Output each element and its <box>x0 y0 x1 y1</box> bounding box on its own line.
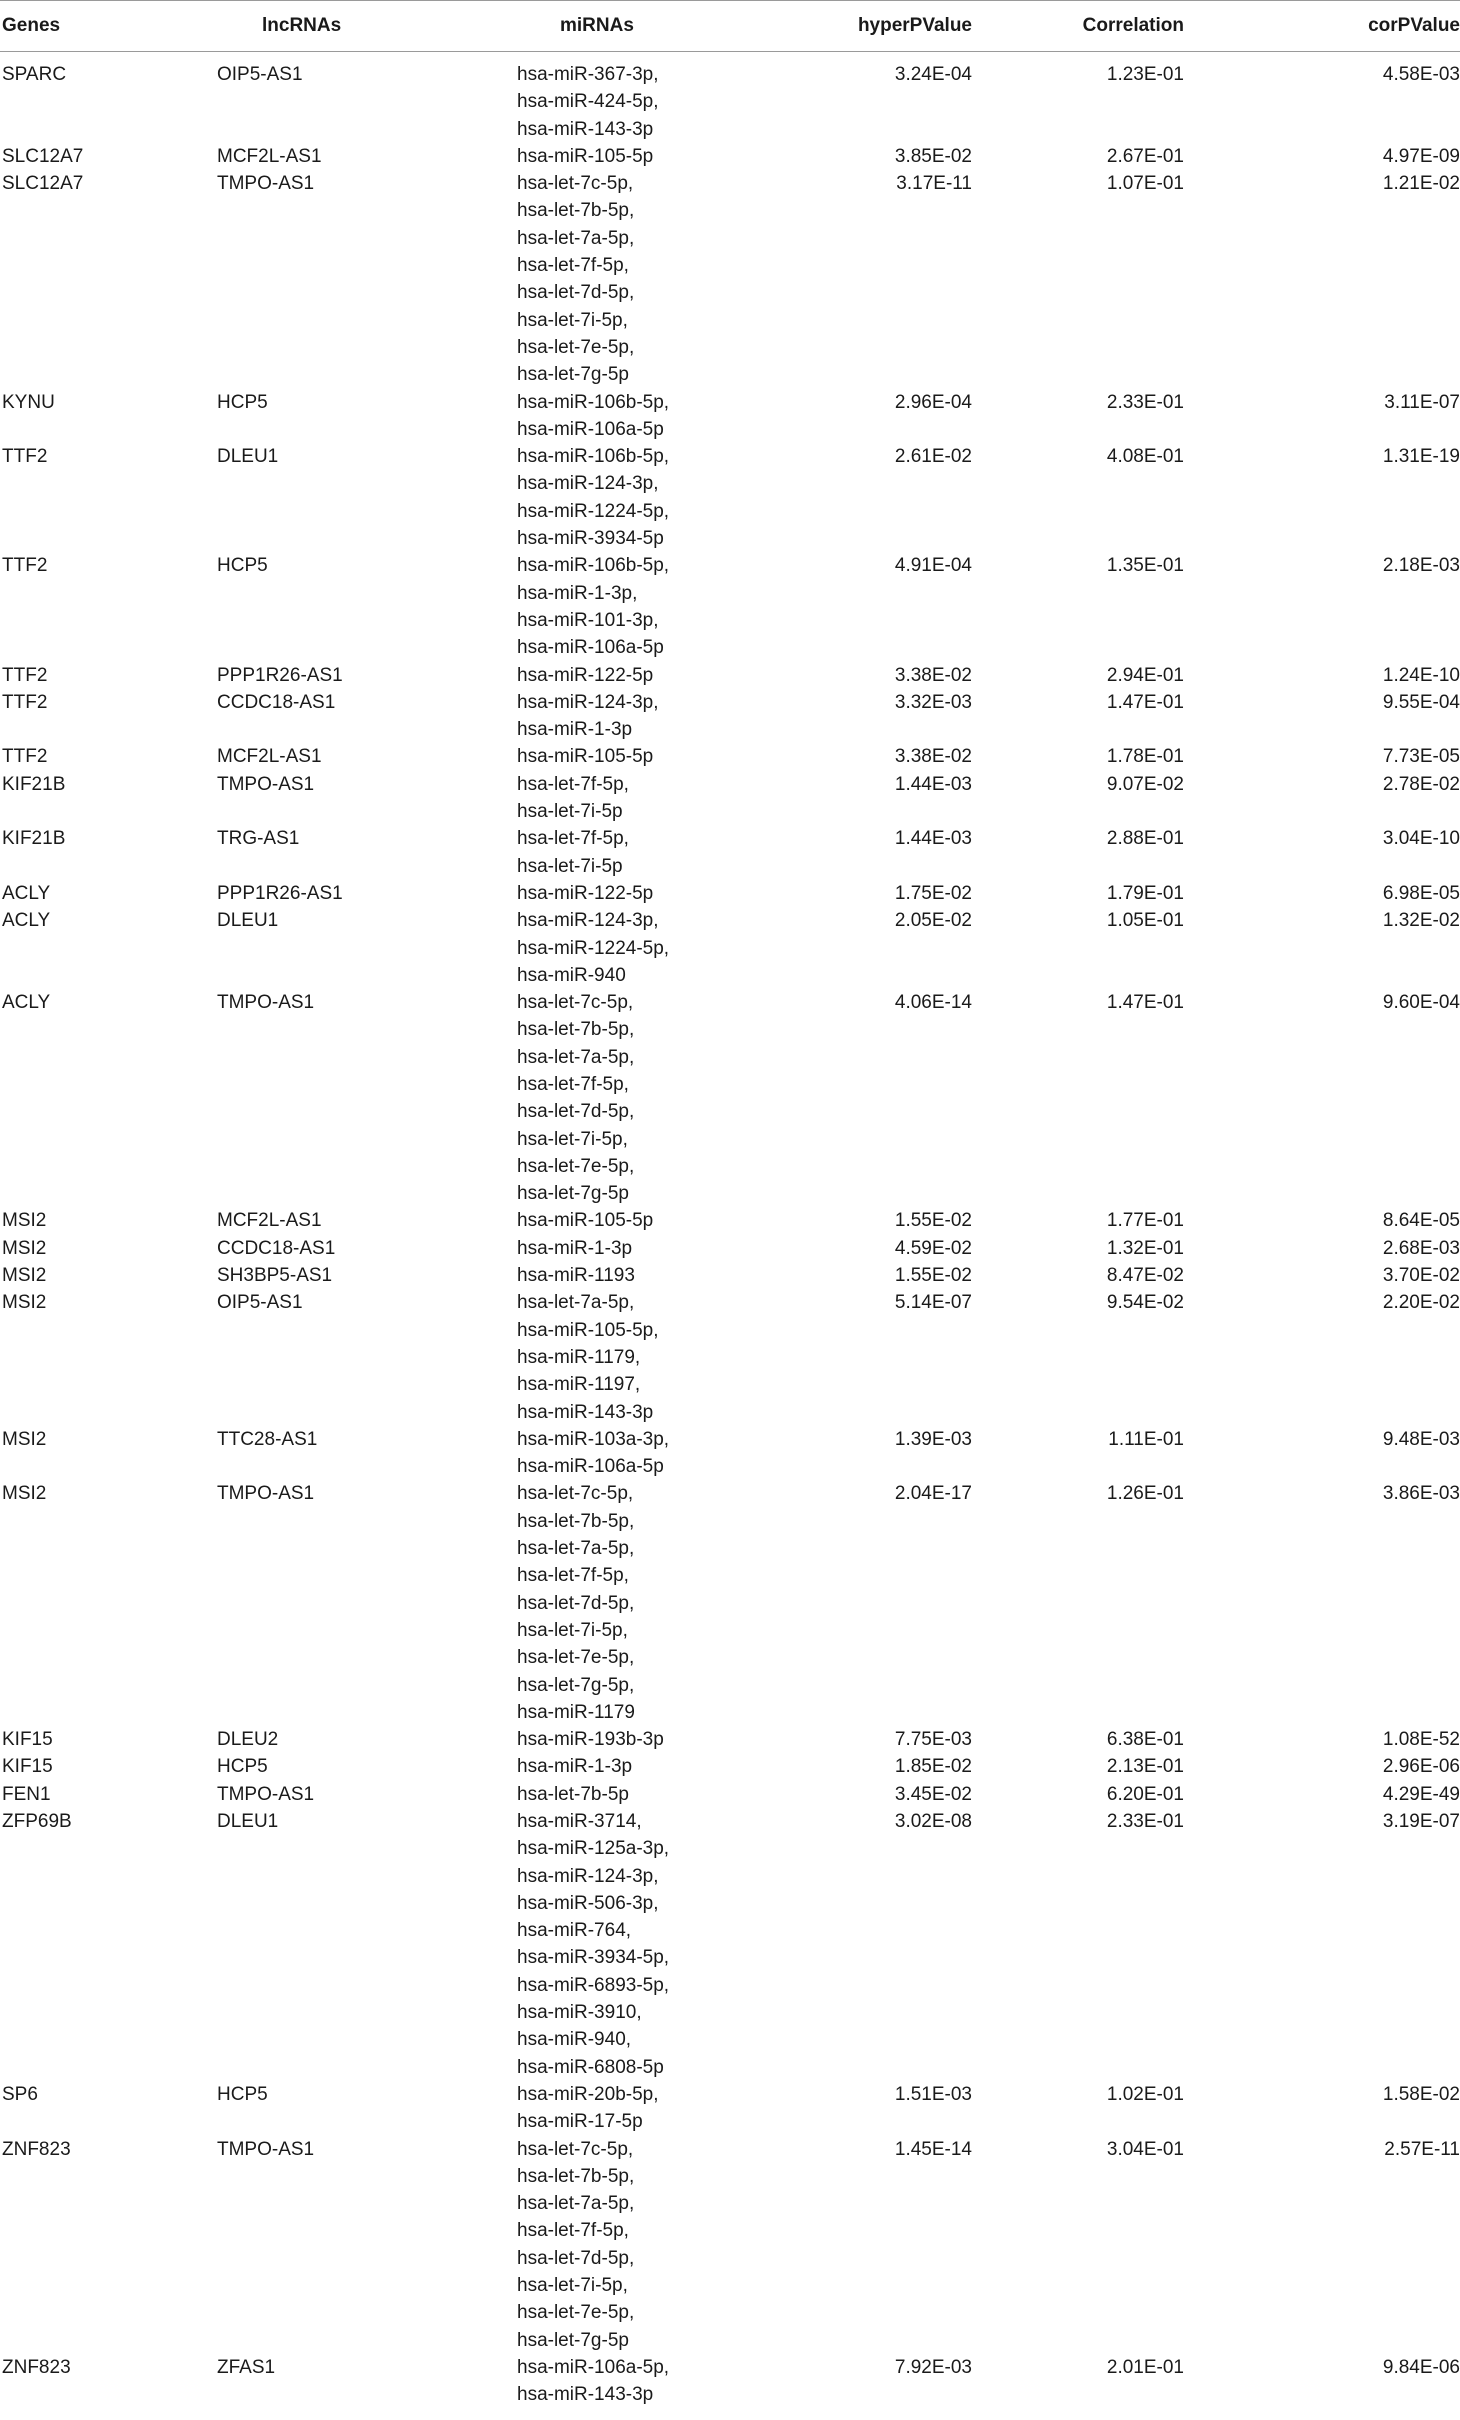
cell-mirnas <box>517 1235 797 1262</box>
cell-lncrna: TMPO-AS1 <box>217 773 315 795</box>
cell-gene: MSI2 <box>2 1483 47 1505</box>
mirna-item: hsa-miR-106a-5p <box>517 418 664 440</box>
cell-mirnas <box>517 443 797 552</box>
mirna-item: hsa-miR-1179, <box>517 1346 641 1368</box>
cell-correlation: 2.01E-01 <box>1106 2356 1184 2378</box>
cell-lncrna: ZFAS1 <box>217 2356 276 2378</box>
mirna-item: hsa-let-7c-5p, <box>517 173 634 195</box>
cell-gene: MSI2 <box>2 1292 47 1314</box>
cell-gene: MSI2 <box>2 1237 47 1259</box>
mirna-item: hsa-miR-367-3p, <box>517 64 659 85</box>
mirna-item: hsa-miR-764, <box>517 1920 632 1942</box>
cell-cor-pvalue: 3.86E-03 <box>1382 1483 1460 1505</box>
cell-correlation: 2.67E-01 <box>1106 145 1184 167</box>
cell-cor-pvalue: 1.21E-02 <box>1382 173 1460 195</box>
mirna-item: hsa-miR-124-3p, <box>517 910 659 932</box>
mirna-item: hsa-let-7f-5p, <box>517 255 629 277</box>
cell-correlation: 1.05E-01 <box>1106 910 1184 932</box>
mirna-item: hsa-let-7e-5p, <box>517 1155 635 1177</box>
cell-correlation: 9.54E-02 <box>1106 1292 1184 1314</box>
mirna-item: hsa-let-7i-5p, <box>517 2275 628 2297</box>
mirna-item: hsa-let-7a-5p, <box>517 1292 635 1314</box>
cell-lncrna: PPP1R26-AS1 <box>217 664 343 686</box>
cell-cor-pvalue: 7.73E-05 <box>1382 746 1460 768</box>
mirna-item: hsa-let-7i-5p, <box>517 309 628 331</box>
cell-lncrna: TMPO-AS1 <box>217 2138 315 2160</box>
cell-cor-pvalue: 1.24E-10 <box>1382 664 1460 686</box>
mirna-item: hsa-miR-106b-5p, <box>517 446 670 468</box>
cell-gene: SLC12A7 <box>2 173 84 195</box>
table-row <box>0 52 1460 143</box>
cell-lncrna: MCF2L-AS1 <box>217 746 322 768</box>
table-row <box>0 1262 1460 1289</box>
cell-mirnas <box>517 771 797 826</box>
cell-correlation: 6.20E-01 <box>1106 1783 1184 1805</box>
mirna-item: hsa-miR-940 <box>517 964 626 986</box>
cell-hyper-pvalue: 3.24E-04 <box>894 64 972 85</box>
mirna-item: hsa-let-7a-5p, <box>517 1538 635 1560</box>
cell-gene: SPARC <box>2 64 67 85</box>
cell-mirnas <box>517 1262 797 1289</box>
cell-gene: KYNU <box>2 391 55 413</box>
cell-lncrna: TRG-AS1 <box>217 828 300 850</box>
cell-hyper-pvalue: 2.05E-02 <box>894 910 972 932</box>
mirna-item: hsa-let-7e-5p, <box>517 336 635 358</box>
mirna-item: hsa-miR-124-3p, <box>517 473 659 495</box>
cell-correlation: 1.79E-01 <box>1106 882 1184 904</box>
table-row <box>0 1726 1460 1753</box>
mirna-item: hsa-miR-103a-3p, <box>517 1428 670 1450</box>
cell-gene: ACLY <box>2 882 51 904</box>
header-mirnas: miRNAs <box>517 1 797 52</box>
cell-mirnas <box>517 1808 797 2081</box>
cell-correlation: 1.35E-01 <box>1106 555 1184 577</box>
cell-gene: TTF2 <box>2 555 48 577</box>
cell-hyper-pvalue: 3.38E-02 <box>894 664 972 686</box>
cell-hyper-pvalue: 1.75E-02 <box>894 882 972 904</box>
table-row <box>0 1781 1460 1808</box>
cell-hyper-pvalue: 4.06E-14 <box>894 992 972 1014</box>
cell-mirnas <box>517 662 797 689</box>
cell-mirnas <box>517 1726 797 1753</box>
mirna-item: hsa-miR-3934-5p <box>517 528 664 550</box>
cell-mirnas <box>517 1781 797 1808</box>
table-row <box>0 907 1460 989</box>
mirna-item: hsa-let-7i-5p <box>517 801 623 823</box>
cell-cor-pvalue: 3.04E-10 <box>1382 828 1460 850</box>
mirna-item: hsa-miR-424-5p, <box>517 91 659 113</box>
cell-hyper-pvalue: 1.44E-03 <box>894 828 972 850</box>
cell-correlation: 2.33E-01 <box>1106 391 1184 413</box>
mirna-item: hsa-miR-122-5p <box>517 664 654 686</box>
mirna-item: hsa-miR-17-5p <box>517 2111 643 2133</box>
cell-lncrna: OIP5-AS1 <box>217 1292 303 1314</box>
cell-lncrna: HCP5 <box>217 1756 268 1778</box>
cell-mirnas <box>517 1426 797 1481</box>
mirna-item: hsa-miR-106a-5p <box>517 637 664 659</box>
cell-correlation: 2.33E-01 <box>1106 1811 1184 1832</box>
mirna-item: hsa-let-7f-5p, <box>517 828 629 850</box>
cell-gene: SLC12A7 <box>2 145 84 167</box>
table-row <box>0 1289 1460 1425</box>
mirna-item: hsa-miR-3910, <box>517 2002 642 2024</box>
cell-cor-pvalue: 4.58E-03 <box>1382 64 1460 85</box>
cell-mirnas <box>517 552 797 661</box>
mirna-item: hsa-miR-506-3p, <box>517 1892 659 1914</box>
cell-gene: MSI2 <box>2 1428 47 1450</box>
cell-correlation: 6.38E-01 <box>1106 1729 1184 1751</box>
mirna-item: hsa-miR-143-3p <box>517 118 654 140</box>
table-body <box>0 52 1460 2409</box>
mirna-item: hsa-let-7i-5p, <box>517 1619 628 1641</box>
cell-lncrna: TMPO-AS1 <box>217 1483 315 1505</box>
mirna-item: hsa-let-7g-5p <box>517 1183 629 1205</box>
cell-cor-pvalue: 1.58E-02 <box>1382 2083 1460 2105</box>
header-correlation: Correlation <box>972 1 1254 52</box>
cell-hyper-pvalue: 1.39E-03 <box>894 1428 972 1450</box>
cell-cor-pvalue: 8.64E-05 <box>1382 1210 1460 1232</box>
mirna-item: hsa-miR-106a-5p <box>517 1456 664 1478</box>
cell-hyper-pvalue: 1.55E-02 <box>894 1265 972 1287</box>
cell-lncrna: DLEU1 <box>217 1811 279 1832</box>
mirna-item: hsa-miR-143-3p <box>517 2384 654 2406</box>
cell-hyper-pvalue: 3.17E-11 <box>896 173 972 195</box>
mirna-item: hsa-let-7b-5p, <box>517 2165 635 2187</box>
cell-mirnas <box>517 2136 797 2354</box>
table-row <box>0 771 1460 826</box>
mirna-item: hsa-miR-105-5p <box>517 746 654 768</box>
cell-mirnas <box>517 1753 797 1780</box>
header-cor-pvalue: corPValue <box>1254 1 1460 52</box>
table-row <box>0 389 1460 444</box>
mirna-item: hsa-miR-105-5p, <box>517 1319 659 1341</box>
table-row <box>0 880 1460 907</box>
cell-hyper-pvalue: 7.92E-03 <box>894 2356 972 2378</box>
mirna-item: hsa-let-7c-5p, <box>517 992 634 1014</box>
cell-lncrna: DLEU2 <box>217 1729 279 1751</box>
cell-cor-pvalue: 4.97E-09 <box>1382 145 1460 167</box>
table-row <box>0 743 1460 770</box>
cell-hyper-pvalue: 7.75E-03 <box>894 1729 972 1751</box>
mirna-item: hsa-miR-106b-5p, <box>517 555 670 577</box>
mirna-item: hsa-miR-6893-5p, <box>517 1974 670 1996</box>
mirna-item: hsa-miR-1-3p, <box>517 582 638 604</box>
cell-mirnas <box>517 743 797 770</box>
mirna-item: hsa-miR-6808-5p <box>517 2056 664 2078</box>
cell-mirnas <box>517 2081 797 2136</box>
cell-cor-pvalue: 9.48E-03 <box>1382 1428 1460 1450</box>
mirna-item: hsa-let-7b-5p, <box>517 1019 635 1041</box>
mirna-item: hsa-let-7f-5p, <box>517 773 629 795</box>
mirna-item: hsa-miR-106b-5p, <box>517 391 670 413</box>
cell-cor-pvalue: 9.60E-04 <box>1382 992 1460 1014</box>
mirna-item: hsa-let-7a-5p, <box>517 1046 635 1068</box>
table-row <box>0 143 1460 170</box>
cell-correlation: 1.32E-01 <box>1106 1237 1184 1259</box>
cell-gene: KIF15 <box>2 1729 53 1751</box>
table-row <box>0 552 1460 661</box>
cell-gene: KIF21B <box>2 773 66 795</box>
cell-mirnas <box>517 1289 797 1425</box>
mirna-item: hsa-miR-1224-5p, <box>517 500 670 522</box>
cell-hyper-pvalue: 1.45E-14 <box>894 2138 972 2160</box>
cell-hyper-pvalue: 4.91E-04 <box>894 555 972 577</box>
mirna-item: hsa-miR-101-3p, <box>517 609 659 631</box>
table-row <box>0 1235 1460 1262</box>
mirna-item: hsa-let-7c-5p, <box>517 1483 634 1505</box>
cell-gene: TTF2 <box>2 446 48 468</box>
cell-lncrna: HCP5 <box>217 555 268 577</box>
table-row <box>0 1480 1460 1726</box>
cell-hyper-pvalue: 1.55E-02 <box>894 1210 972 1232</box>
mirna-item: hsa-let-7a-5p, <box>517 227 635 249</box>
cell-correlation: 1.77E-01 <box>1106 1210 1184 1232</box>
cell-mirnas <box>517 170 797 388</box>
cell-gene: ZFP69B <box>2 1811 72 1832</box>
mirna-item: hsa-miR-3714, <box>517 1811 642 1832</box>
cell-lncrna: DLEU1 <box>217 446 279 468</box>
table-row <box>0 1207 1460 1234</box>
cell-mirnas <box>517 689 797 744</box>
table-row <box>0 1753 1460 1780</box>
header-hyper-pvalue: hyperPValue <box>797 1 972 52</box>
cell-gene: MSI2 <box>2 1265 47 1287</box>
cell-lncrna: SH3BP5-AS1 <box>217 1265 333 1287</box>
mirna-item: hsa-let-7b-5p, <box>517 200 635 222</box>
table-row <box>0 989 1460 1207</box>
cell-lncrna: TMPO-AS1 <box>217 173 315 195</box>
table-row <box>0 662 1460 689</box>
table-row <box>0 2136 1460 2354</box>
cell-hyper-pvalue: 3.45E-02 <box>894 1783 972 1805</box>
mirna-item: hsa-miR-3934-5p, <box>517 1947 670 1969</box>
mirna-item: hsa-miR-124-3p, <box>517 691 659 713</box>
mirna-item: hsa-miR-143-3p <box>517 1401 654 1423</box>
cell-mirnas <box>517 880 797 907</box>
table-row <box>0 2354 1460 2409</box>
cell-mirnas <box>517 1207 797 1234</box>
cell-lncrna: TMPO-AS1 <box>217 992 315 1014</box>
cell-correlation: 2.94E-01 <box>1106 664 1184 686</box>
mirna-item: hsa-let-7d-5p, <box>517 282 635 304</box>
cell-gene: ZNF823 <box>2 2138 71 2160</box>
cell-lncrna: PPP1R26-AS1 <box>217 882 343 904</box>
table-row <box>0 825 1460 880</box>
header-genes: Genes <box>0 1 215 52</box>
cell-mirnas <box>517 143 797 170</box>
table-row <box>0 170 1460 388</box>
cell-correlation: 8.47E-02 <box>1106 1265 1184 1287</box>
mirna-item: hsa-miR-125a-3p, <box>517 1838 670 1860</box>
table-row <box>0 1426 1460 1481</box>
cell-hyper-pvalue: 5.14E-07 <box>894 1292 972 1314</box>
cell-correlation: 2.13E-01 <box>1106 1756 1184 1778</box>
mirna-item: hsa-let-7e-5p, <box>517 2302 635 2324</box>
cell-lncrna: OIP5-AS1 <box>217 64 303 85</box>
mirna-item: hsa-miR-1-3p <box>517 1237 633 1259</box>
mirna-item: hsa-miR-1197, <box>517 1374 641 1396</box>
cell-cor-pvalue: 2.68E-03 <box>1382 1237 1460 1259</box>
mirna-item: hsa-let-7b-5p <box>517 1783 629 1805</box>
cell-hyper-pvalue: 3.38E-02 <box>894 746 972 768</box>
cell-lncrna: HCP5 <box>217 2083 268 2105</box>
mirna-item: hsa-miR-106a-5p, <box>517 2356 670 2378</box>
cell-cor-pvalue: 9.84E-06 <box>1382 2356 1460 2378</box>
cell-cor-pvalue: 3.11E-07 <box>1384 391 1460 413</box>
cell-lncrna: MCF2L-AS1 <box>217 145 322 167</box>
cell-cor-pvalue: 2.18E-03 <box>1382 555 1460 577</box>
mirna-item: hsa-miR-105-5p <box>517 145 654 167</box>
cell-cor-pvalue: 2.96E-06 <box>1382 1756 1460 1778</box>
cell-hyper-pvalue: 3.85E-02 <box>894 145 972 167</box>
cell-cor-pvalue: 2.20E-02 <box>1382 1292 1460 1314</box>
mirna-item: hsa-let-7c-5p, <box>517 2138 634 2160</box>
cell-correlation: 1.02E-01 <box>1106 2083 1184 2105</box>
cell-gene: ACLY <box>2 992 51 1014</box>
mirna-item: hsa-let-7g-5p, <box>517 1674 635 1696</box>
cell-hyper-pvalue: 1.44E-03 <box>894 773 972 795</box>
cell-gene: KIF15 <box>2 1756 53 1778</box>
cell-cor-pvalue: 1.08E-52 <box>1382 1729 1460 1751</box>
cell-lncrna: MCF2L-AS1 <box>217 1210 322 1232</box>
mirna-item: hsa-let-7g-5p <box>517 2329 629 2351</box>
cell-lncrna: CCDC18-AS1 <box>217 691 336 713</box>
cell-hyper-pvalue: 4.59E-02 <box>894 1237 972 1259</box>
mirna-item: hsa-let-7d-5p, <box>517 1101 635 1123</box>
cell-correlation: 1.07E-01 <box>1106 173 1184 195</box>
cell-mirnas <box>517 989 797 1207</box>
mirna-item: hsa-miR-193b-3p <box>517 1729 664 1751</box>
table-row <box>0 443 1460 552</box>
table-row <box>0 1808 1460 2081</box>
mirna-item: hsa-let-7f-5p, <box>517 1565 629 1587</box>
cell-lncrna: DLEU1 <box>217 910 279 932</box>
cell-correlation: 1.26E-01 <box>1106 1483 1184 1505</box>
cell-mirnas <box>517 825 797 880</box>
mirna-item: hsa-miR-1-3p <box>517 1756 633 1778</box>
cell-correlation: 1.47E-01 <box>1106 992 1184 1014</box>
cell-lncrna: CCDC18-AS1 <box>217 1237 336 1259</box>
mirna-item: hsa-miR-1179 <box>517 1701 635 1723</box>
header-row <box>0 1 1460 52</box>
cell-cor-pvalue: 1.32E-02 <box>1382 910 1460 932</box>
mirna-item: hsa-miR-124-3p, <box>517 1865 659 1887</box>
cell-gene: TTF2 <box>2 691 48 713</box>
mirna-item: hsa-miR-105-5p <box>517 1210 654 1232</box>
mirna-item: hsa-miR-940, <box>517 2029 632 2051</box>
cell-mirnas <box>517 2354 797 2409</box>
cell-mirnas <box>517 907 797 989</box>
cell-lncrna: HCP5 <box>217 391 268 413</box>
cell-lncrna: TTC28-AS1 <box>217 1428 318 1450</box>
cell-lncrna: TMPO-AS1 <box>217 1783 315 1805</box>
cell-cor-pvalue: 3.70E-02 <box>1382 1265 1460 1287</box>
cell-hyper-pvalue: 1.85E-02 <box>894 1756 972 1778</box>
mirna-item: hsa-miR-20b-5p, <box>517 2083 659 2105</box>
cell-correlation: 4.08E-01 <box>1106 446 1184 468</box>
table-row <box>0 2081 1460 2136</box>
cell-hyper-pvalue: 2.96E-04 <box>894 391 972 413</box>
cell-gene: FEN1 <box>2 1783 51 1805</box>
cell-hyper-pvalue: 2.04E-17 <box>894 1483 972 1505</box>
cell-mirnas <box>517 1480 797 1726</box>
cell-gene: ACLY <box>2 910 51 932</box>
cell-gene: KIF21B <box>2 828 66 850</box>
mirna-item: hsa-let-7a-5p, <box>517 2193 635 2215</box>
cell-correlation: 2.88E-01 <box>1106 828 1184 850</box>
mirna-item: hsa-let-7f-5p, <box>517 2220 629 2242</box>
mirna-item: hsa-let-7i-5p <box>517 855 623 877</box>
cell-mirnas <box>517 389 797 444</box>
mirna-item: hsa-let-7b-5p, <box>517 1510 635 1532</box>
mirna-item: hsa-miR-122-5p <box>517 882 654 904</box>
mirna-item: hsa-let-7f-5p, <box>517 1073 629 1095</box>
table-row <box>0 689 1460 744</box>
cell-gene: TTF2 <box>2 664 48 686</box>
cell-correlation: 9.07E-02 <box>1106 773 1184 795</box>
cell-gene: MSI2 <box>2 1210 47 1232</box>
mirna-item: hsa-let-7e-5p, <box>517 1647 635 1669</box>
cell-cor-pvalue: 9.55E-04 <box>1382 691 1460 713</box>
cell-correlation: 1.11E-01 <box>1108 1428 1184 1450</box>
cell-hyper-pvalue: 1.51E-03 <box>894 2083 972 2105</box>
mirna-item: hsa-let-7g-5p <box>517 364 629 386</box>
cell-hyper-pvalue: 3.32E-03 <box>894 691 972 713</box>
cell-cor-pvalue: 6.98E-05 <box>1382 882 1460 904</box>
mirna-item: hsa-miR-1-3p <box>517 719 633 741</box>
cell-correlation: 1.23E-01 <box>1106 64 1184 85</box>
mirna-item: hsa-let-7i-5p, <box>517 1128 628 1150</box>
cell-cor-pvalue: 1.31E-19 <box>1382 446 1460 468</box>
cell-gene: SP6 <box>2 2083 38 2105</box>
table-header <box>0 1 1460 52</box>
cell-gene: ZNF823 <box>2 2356 71 2378</box>
cell-correlation: 1.78E-01 <box>1106 746 1184 768</box>
cell-cor-pvalue: 2.78E-02 <box>1382 773 1460 795</box>
cell-correlation: 3.04E-01 <box>1106 2138 1184 2160</box>
cell-gene: TTF2 <box>2 746 48 768</box>
mirna-item: hsa-miR-1224-5p, <box>517 937 670 959</box>
cell-hyper-pvalue: 2.61E-02 <box>894 446 972 468</box>
mirna-item: hsa-let-7d-5p, <box>517 2247 635 2269</box>
cell-cor-pvalue: 2.57E-11 <box>1384 2138 1460 2160</box>
mirna-item: hsa-let-7d-5p, <box>517 1592 635 1614</box>
cell-cor-pvalue: 4.29E-49 <box>1382 1783 1460 1805</box>
mirna-item: hsa-miR-1193 <box>517 1265 635 1287</box>
cell-hyper-pvalue: 3.02E-08 <box>894 1811 972 1832</box>
cell-mirnas <box>517 52 797 143</box>
cell-correlation: 1.47E-01 <box>1106 691 1184 713</box>
cell-cor-pvalue: 3.19E-07 <box>1382 1811 1460 1832</box>
header-lncrnas: lncRNAs <box>215 1 517 52</box>
